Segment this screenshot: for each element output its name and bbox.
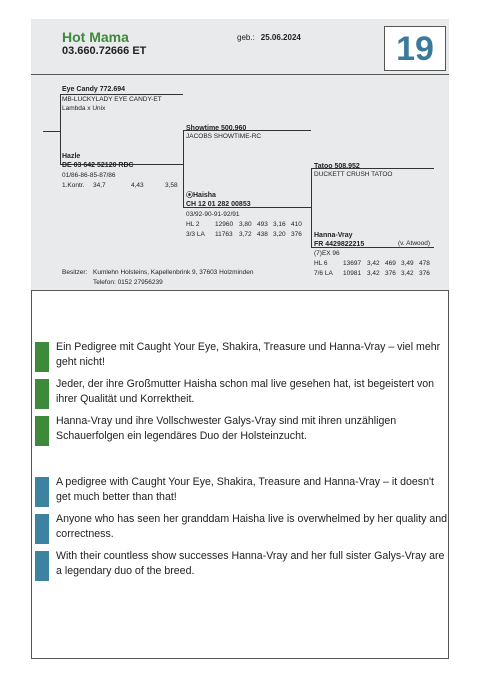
sire-sire-extra: Lambda x Unix <box>62 105 106 112</box>
ggdam-row2-c2: 3,42 <box>367 270 380 277</box>
owner-phone: Telefon: 0152 27956239 <box>93 279 163 286</box>
text-en-3: With their countless show successes Hanna-Vray and her full sister Galys-Vray are a legendary duo of the breed. <box>56 550 445 577</box>
ggdam-score: (7)EX 96 <box>314 250 340 257</box>
animal-name: Hot Mama <box>62 29 129 45</box>
sire-sire-name: Eye Candy 772.694 <box>62 86 126 93</box>
ggdam-row1-c3: 469 <box>385 260 396 267</box>
dam-row2-c0: 3/3 LA <box>186 231 205 238</box>
ggdam-row1-c5: 478 <box>419 260 430 267</box>
dam-row2-c1: 11763 <box>215 231 233 238</box>
bullet-de-2 <box>35 379 49 409</box>
dam-scores: 03/92-90-91-92/91 <box>186 211 240 218</box>
ggsire-name: Tatoo 508.952 <box>314 163 360 170</box>
dam-row2-c3: 438 <box>257 231 268 238</box>
owner-label: Besitzer: <box>62 269 88 276</box>
line-dam-vert <box>183 130 184 207</box>
ggsire-line: DUCKETT CRUSH TATOO <box>314 171 393 178</box>
dam-marker-icon: ⦿ <box>186 192 193 199</box>
sire-kontr-2: 4,43 <box>131 182 144 189</box>
dam-row1-c4: 3,16 <box>273 221 286 228</box>
ggdam-row1-c2: 3,42 <box>367 260 380 267</box>
text-de-2: Jeder, der ihre Großmutter Haisha schon mal live gesehen hat, ist begeistert von ihrer Qualität und Korrektheit. <box>56 378 435 405</box>
sire-scores: 01/86-86-85-87/86 <box>62 172 116 179</box>
line-sire-vert <box>60 94 61 164</box>
bullet-de-3 <box>35 416 49 446</box>
sire-kontr-label: 1.Kontr. <box>62 182 85 189</box>
dam-row1-c2: 3,80 <box>239 221 252 228</box>
text-de-1: Ein Pedigree mit Caught Your Eye, Shakira, Treasure und Hanna-Vray – viel mehr geht nicht! <box>56 341 441 368</box>
bullet-de-1 <box>35 342 49 372</box>
dam-name: ⦿Haisha <box>186 192 216 199</box>
birth-value: 25.06.2024 <box>260 33 301 42</box>
owner-address: Kumlehn Holsteins, Kapellenbrink 9, 37603 Holzminden <box>93 269 254 276</box>
bullet-en-3 <box>35 551 49 581</box>
sire-id: DE 03 642 52120 RDC <box>62 162 134 169</box>
dam-id: CH 12 01 282 00853 <box>186 201 251 208</box>
lot-number: 19 <box>384 26 446 71</box>
sire-kontr-3: 3,58 <box>165 182 178 189</box>
text-en-1: A pedigree with Caught Your Eye, Shakira, Treasure and Hanna-Vray – it doesn't get much better than that! <box>56 476 434 503</box>
ggdam-row1-c0: HL 6 <box>314 260 328 267</box>
dam-row1-c3: 493 <box>257 221 268 228</box>
dam-row1-c5: 410 <box>291 221 302 228</box>
ggdam-id: FR 4429822215 <box>314 241 365 248</box>
birth-label: geb.: <box>237 33 255 42</box>
bullet-en-1 <box>35 477 49 507</box>
ggdam-row1-c4: 3,49 <box>401 260 414 267</box>
ggdam-name: Hanna-Vray <box>314 232 353 239</box>
bullet-en-2 <box>35 514 49 544</box>
text-de-3: Hanna-Vray und ihre Vollschwester Galys-Vray sind mit ihren unzähligen Schauerfolgen ein legendäres Duo der Holsteinzucht. <box>56 415 397 442</box>
ggdam-row2-c1: 10981 <box>343 270 362 277</box>
dam-row1-c0: HL 2 <box>186 221 200 228</box>
dam-row2-c4: 3,20 <box>273 231 286 238</box>
line-sire-stub <box>43 131 60 132</box>
sire-kontr-1: 34,7 <box>93 182 106 189</box>
dam-row2-c2: 3,72 <box>239 231 252 238</box>
birth-date <box>237 33 301 42</box>
line-sire-top <box>60 94 183 95</box>
dam-sire-line: JACOBS SHOWTIME-RC <box>186 133 262 140</box>
dam-row2-c5: 376 <box>291 231 302 238</box>
ggdam-row2-c0: 7/6 LA <box>314 270 333 277</box>
ggdam-row2-c4: 3,42 <box>401 270 414 277</box>
ggdam-row2-c5: 376 <box>419 270 430 277</box>
dam-sire-name: Showtime 500.960 <box>186 125 247 132</box>
animal-id: 03.660.72666 ET <box>62 45 147 57</box>
ggdam-row1-c1: 13697 <box>343 260 362 267</box>
sire-sire-line: MB-LUCKYLADY EYE CANDY-ET <box>62 96 162 103</box>
line-ggdam-vert <box>311 168 312 247</box>
dam-row1-c1: 12960 <box>215 221 234 228</box>
sire-name: Hazle <box>62 153 81 160</box>
ggdam-row2-c3: 376 <box>385 270 396 277</box>
ggdam-note: (v. Atwood) <box>398 240 431 247</box>
text-en-2: Anyone who has seen her granddam Haisha live is overwhelmed by her quality and correctness. <box>56 513 448 540</box>
